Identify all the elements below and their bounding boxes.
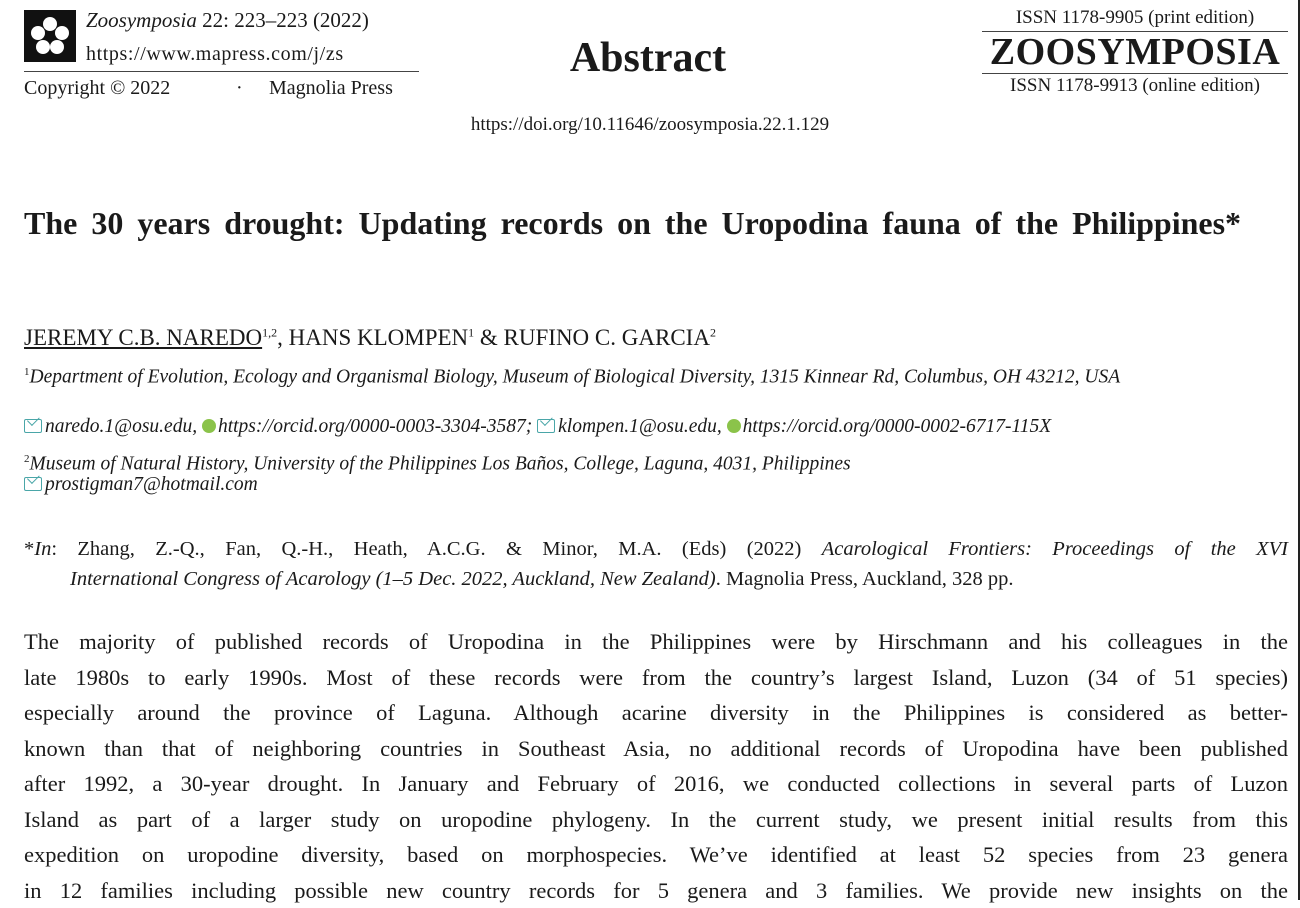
contact-line-2: [24, 474, 258, 496]
journal-name: Zoosymposia: [86, 8, 197, 32]
proceedings-publisher: . Magnolia Press, Auckland, 328 pp.: [716, 568, 1014, 590]
doi-link[interactable]: https://doi.org/10.11646/zoosymposia.22.1.129: [0, 114, 1300, 136]
proceedings-title-part-1: Acarological Frontiers: Proceedings of the XVI: [822, 538, 1288, 560]
copyright-text: Copyright © 2022: [24, 77, 170, 99]
in-label: In: [34, 538, 51, 560]
proceedings-title-part-2: International Congress of Acarology (1–5 Dec. 2022, Auckland, New Zealand): [70, 568, 716, 590]
mail-icon: [24, 477, 42, 491]
affiliation-number: 1: [24, 366, 30, 378]
affiliation-number: 2: [24, 453, 30, 465]
orcid-link[interactable]: https://orcid.org/0000-0002-6717-115X: [743, 416, 1052, 437]
body-line: especially around the province of Laguna. Although acarine diversity in the Philippines is considered as better-: [24, 695, 1288, 731]
proceedings-line-2: [24, 564, 1288, 594]
body-line: Island as part of a larger study on uropodine phylogeny. In the current study, we present initial results from this: [24, 802, 1288, 838]
author-name: RUFINO C. GARCIA: [504, 325, 710, 350]
footnote-marker: *: [24, 538, 34, 560]
author-affiliation-sup: 1: [468, 325, 474, 339]
journal-citation: [86, 8, 369, 33]
author-name: HANS KLOMPEN: [289, 325, 469, 350]
publisher-name: Magnolia Press: [269, 77, 393, 100]
issn-online: ISSN 1178-9913 (online edition): [982, 74, 1288, 98]
email-link[interactable]: naredo.1@osu.edu,: [45, 416, 197, 437]
orcid-icon: [202, 419, 216, 433]
orcid-icon: [727, 419, 741, 433]
issn-print: ISSN 1178-9905 (print edition): [982, 6, 1288, 30]
author-affiliation-sup: 1,2: [262, 325, 277, 339]
body-line: after 1992, a 30-year drought. In January and February of 2016, we conducted collections in several parts of Luzon: [24, 766, 1288, 802]
body-line: in 12 families including possible new country records for 5 genera and 3 families. We provide new insights on the: [24, 873, 1288, 908]
affiliation-text: Department of Evolution, Ecology and Organismal Biology, Museum of Biological Diversity, 1315 Kinnear Rd, Columbus, OH 43212, USA: [30, 367, 1121, 388]
email-link[interactable]: prostigman7@hotmail.com: [45, 474, 258, 495]
article-title: The 30 years drought: Updating records on the Uropodina fauna of the Philippines*: [24, 200, 1288, 246]
journal-title-caps: ZOOSYMPOSIA: [982, 32, 1288, 72]
author-separator: &: [474, 325, 503, 350]
body-line: The majority of published records of Uropodina in the Philippines were by Hirschmann and his colleagues in the: [24, 624, 1288, 660]
body-line: late 1980s to early 1990s. Most of these records were from the country’s largest Island, Luzon (34 of 51 species): [24, 660, 1288, 696]
journal-url-link[interactable]: https://www.mapress.com/j/zs: [86, 43, 344, 66]
author-list: [24, 325, 716, 351]
author-separator: ,: [277, 325, 289, 350]
section-title: Abstract: [0, 34, 1296, 82]
affiliation-text: Museum of Natural History, University of the Philippines Los Baños, College, Laguna, 4031, Philippines: [30, 454, 851, 475]
proceedings-reference: [24, 534, 1288, 594]
mail-icon: [537, 419, 555, 433]
abstract-body: [24, 624, 1288, 908]
author-name[interactable]: JEREMY C.B. NAREDO: [24, 325, 262, 350]
journal-volume: 22: 223–223 (2022): [197, 8, 369, 32]
mail-icon: [24, 419, 42, 433]
orcid-link[interactable]: https://orcid.org/0000-0003-3304-3587;: [218, 416, 532, 437]
author-affiliation-sup: 2: [710, 325, 716, 339]
affiliation-1: [24, 358, 1288, 392]
issn-block: [982, 6, 1288, 98]
copyright-bullet: ·: [236, 77, 243, 100]
proceedings-editors: : Zhang, Z.-Q., Fan, Q.-H., Heath, A.C.G. & Minor, M.A. (Eds) (2022): [51, 538, 821, 560]
proceedings-line-1: [24, 534, 1288, 564]
contact-line-1: [24, 416, 1051, 438]
body-line: expedition on uropodine diversity, based on morphospecies. We’ve identified at least 52 species from 23 genera: [24, 837, 1288, 873]
email-link[interactable]: klompen.1@osu.edu,: [558, 416, 722, 437]
body-line: known than that of neighboring countries in Southeast Asia, no additional records of Uropodina have been published: [24, 731, 1288, 767]
